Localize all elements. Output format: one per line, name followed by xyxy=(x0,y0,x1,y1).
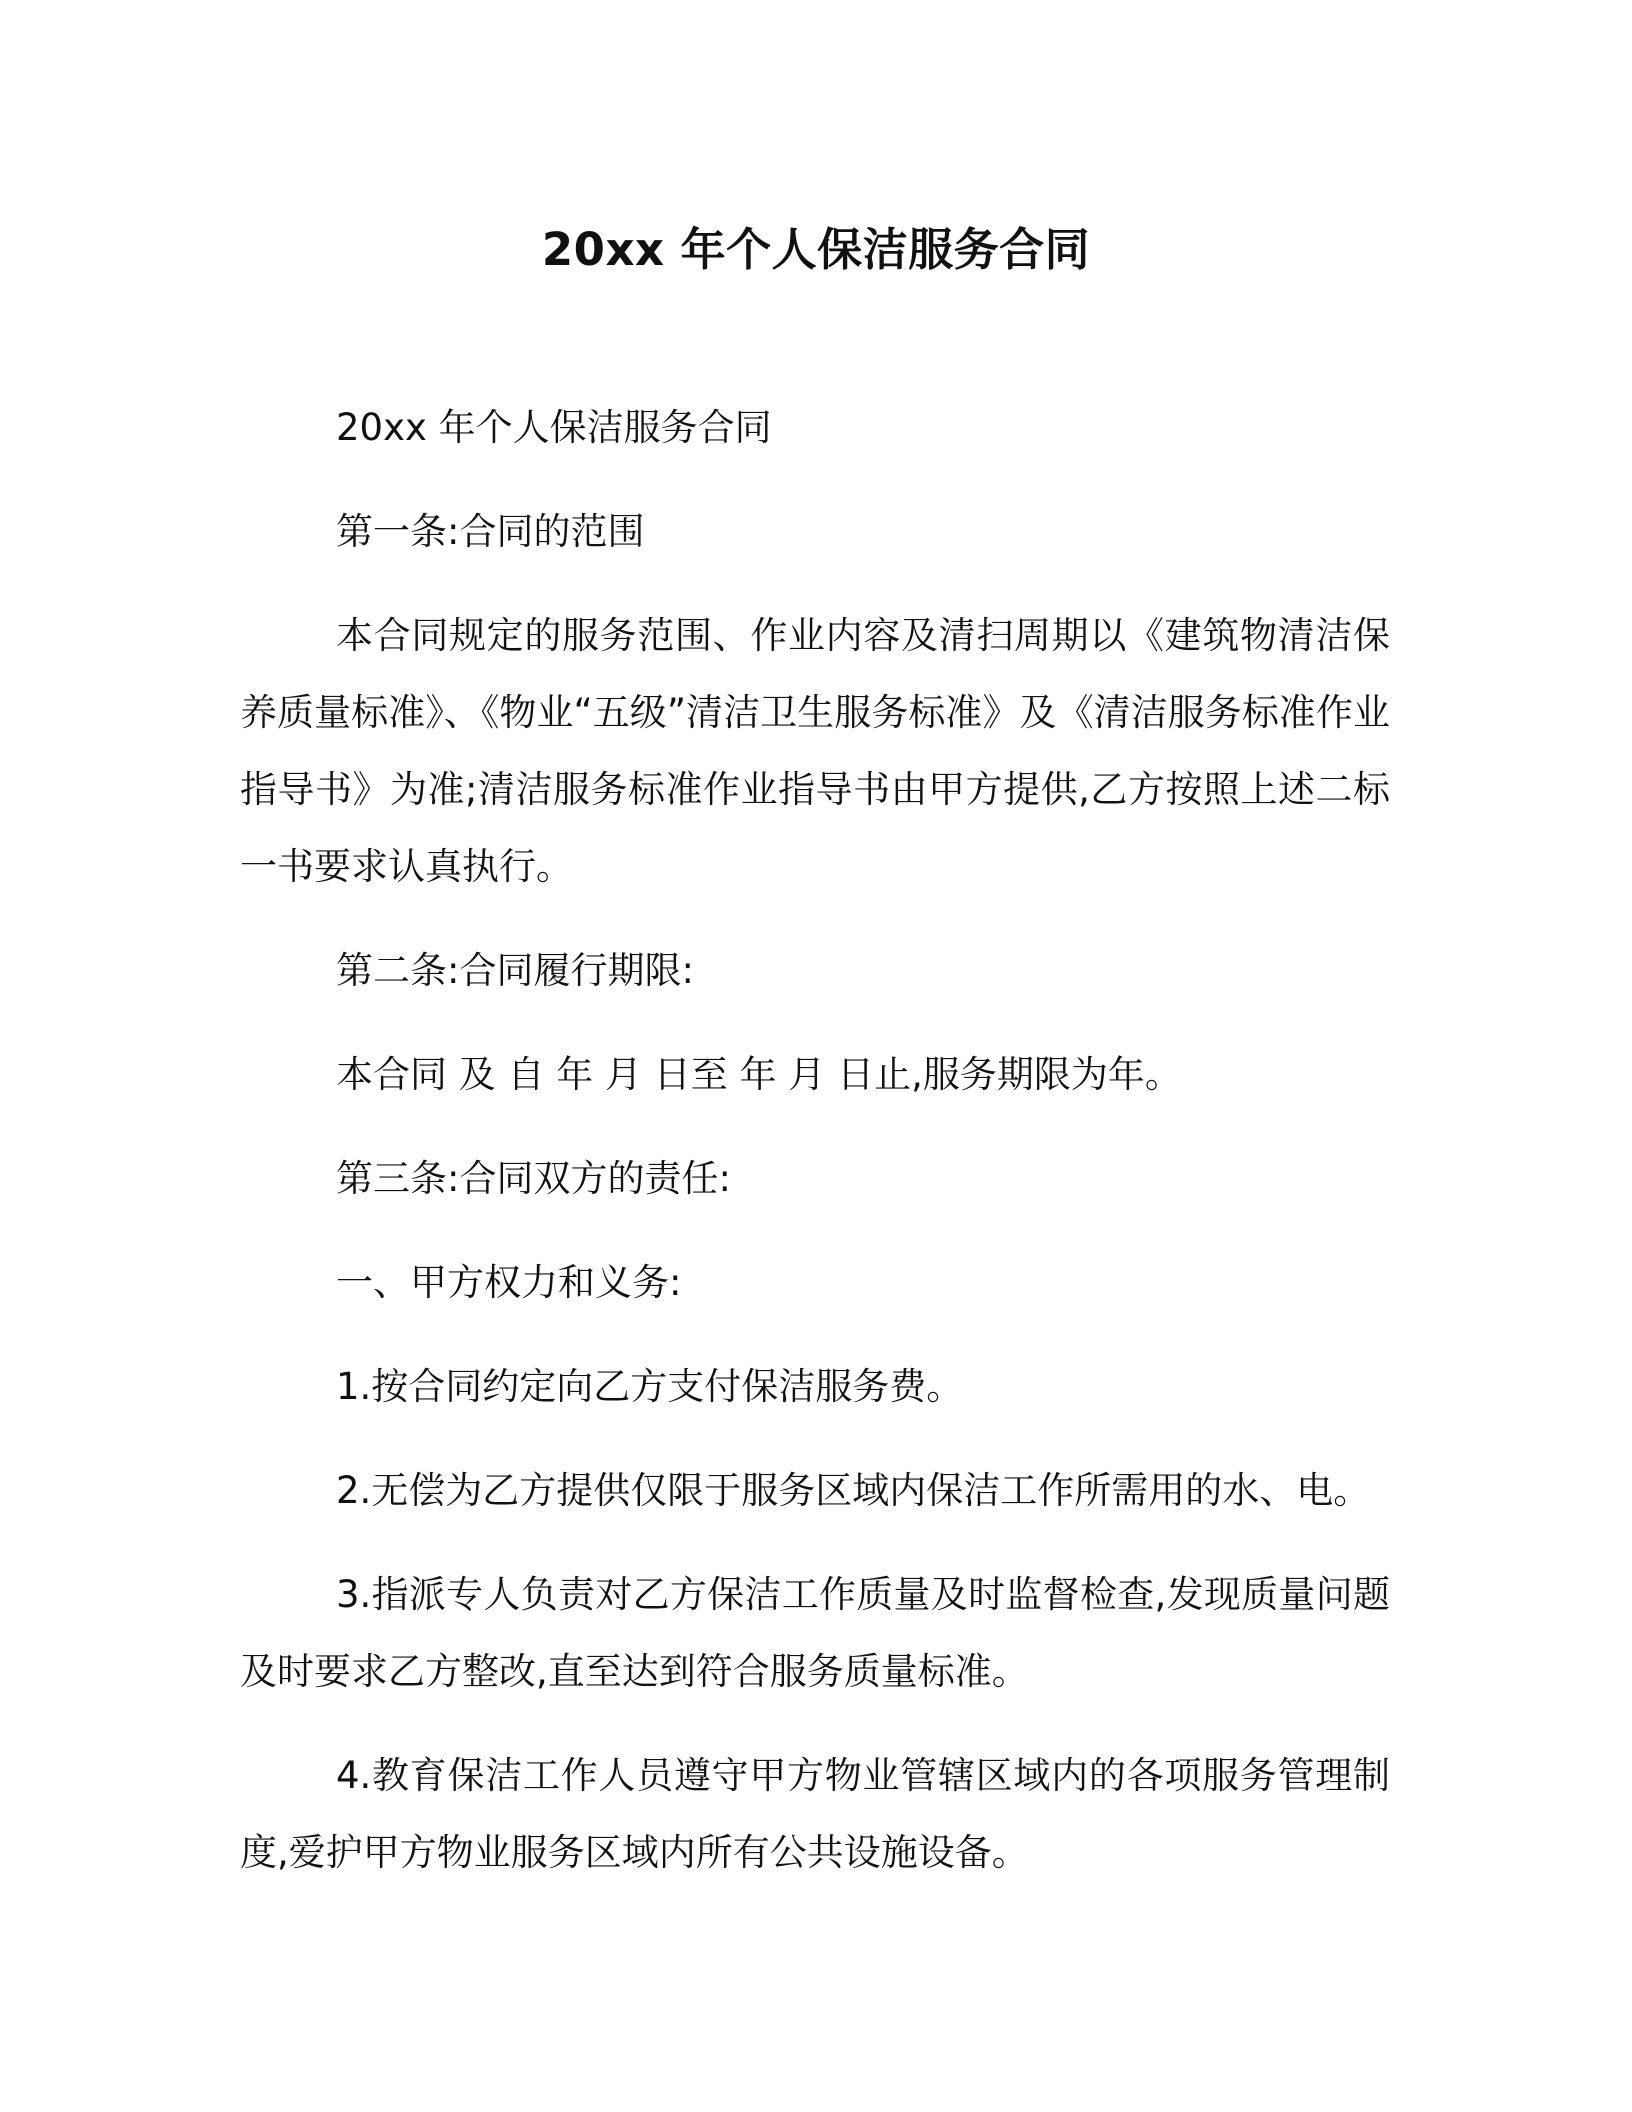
paragraph-item-4: 4.教育保洁工作人员遵守甲方物业管辖区域内的各项服务管理制度,爱护甲方物业服务区域内所有公共设施设备。 xyxy=(240,1754,1390,1874)
paragraph-item-1: 1.按合同约定向乙方支付保洁服务费。 xyxy=(336,1365,964,1408)
document-body xyxy=(240,389,1390,1918)
paragraph-article-2-heading: 第二条:合同履行期限: xyxy=(336,949,694,992)
paragraph-party-a-heading: 一、甲方权力和义务: xyxy=(336,1261,682,1304)
paragraph-article-1-body: 本合同规定的服务范围、作业内容及清扫周期以《建筑物清洁保养质量标准》、《物业“五级”清洁卫生服务标准》及《清洁服务标准作业指导书》为准;清洁服务标准作业指导书由甲方提供,乙方按照上述二标一书要求认真执行。 xyxy=(240,614,1390,888)
paragraph-subtitle: 20xx 年个人保洁服务合同 xyxy=(336,406,772,449)
paragraph-article-3-heading: 第三条:合同双方的责任: xyxy=(336,1157,731,1200)
paragraph-article-1-heading: 第一条:合同的范围 xyxy=(336,510,645,553)
paragraph-item-2: 2.无偿为乙方提供仅限于服务区域内保洁工作所需用的水、电。 xyxy=(336,1469,1371,1512)
document-title: 20xx 年个人保洁服务合同 xyxy=(541,223,1091,276)
paragraph-item-3: 3.指派专人负责对乙方保洁工作质量及时监督检查,发现质量问题及时要求乙方整改,直至达到符合服务质量标准。 xyxy=(240,1573,1390,1693)
paragraph-article-2-body: 本合同 及 自 年 月 日至 年 月 日止,服务期限为年。 xyxy=(336,1053,1182,1096)
